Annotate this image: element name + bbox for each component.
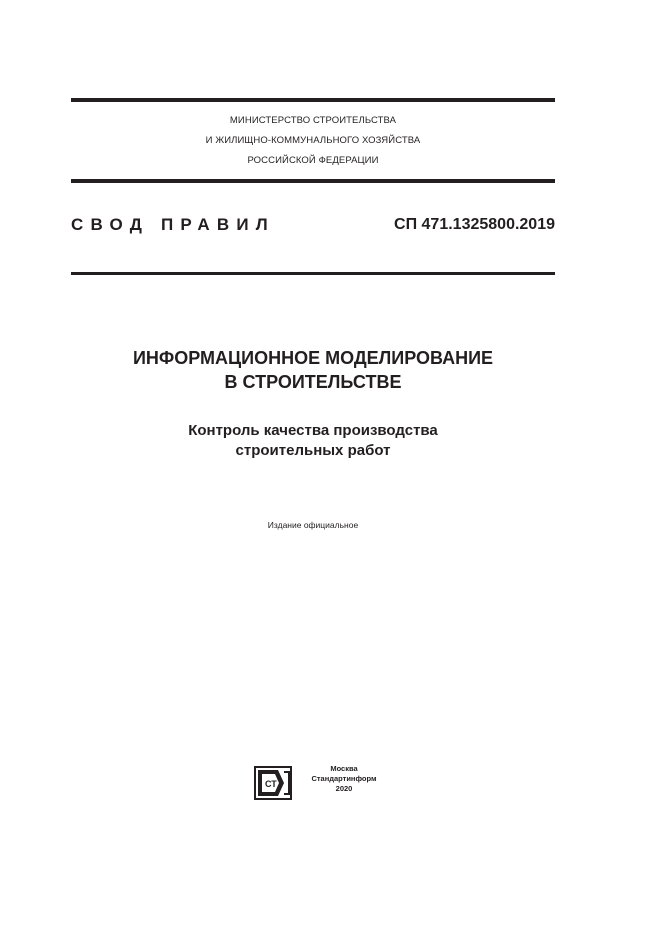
ministry-line-2: И ЖИЛИЩНО-КОММУНАЛЬНОГО ХОЗЯЙСТВА [205, 135, 421, 146]
subtitle-line-1: Контроль качества производства [188, 422, 438, 439]
publisher-block [254, 764, 394, 804]
top-rule [71, 98, 555, 102]
document-code: СП 471.1325800.2019 [394, 216, 555, 233]
ministry-line-1: МИНИСТЕРСТВО СТРОИТЕЛЬСТВА [229, 115, 397, 126]
bottom-rule [71, 272, 555, 275]
subtitle-line-2: строительных работ [235, 442, 391, 459]
publisher-info [294, 764, 394, 794]
standartinform-logo-icon [254, 766, 292, 800]
title-line-2: В СТРОИТЕЛЬСТВЕ [224, 372, 402, 392]
document-type: СВОД ПРАВИЛ [71, 215, 275, 234]
title-line-1: ИНФОРМАЦИОННОЕ МОДЕЛИРОВАНИЕ [132, 348, 494, 368]
ministry-line-3: РОССИЙСКОЙ ФЕДЕРАЦИИ [247, 155, 379, 166]
document-header [71, 212, 555, 238]
middle-rule [71, 179, 555, 183]
edition-note: Издание официальное [267, 520, 359, 530]
publisher-city: Москва [330, 764, 358, 773]
document-subtitle [71, 421, 555, 461]
logo-mark: СТ [265, 779, 277, 789]
publisher-year: 2020 [335, 784, 353, 793]
document-title [71, 346, 555, 394]
publisher-name: Стандартинформ [311, 774, 377, 783]
ministry-name [71, 111, 555, 171]
